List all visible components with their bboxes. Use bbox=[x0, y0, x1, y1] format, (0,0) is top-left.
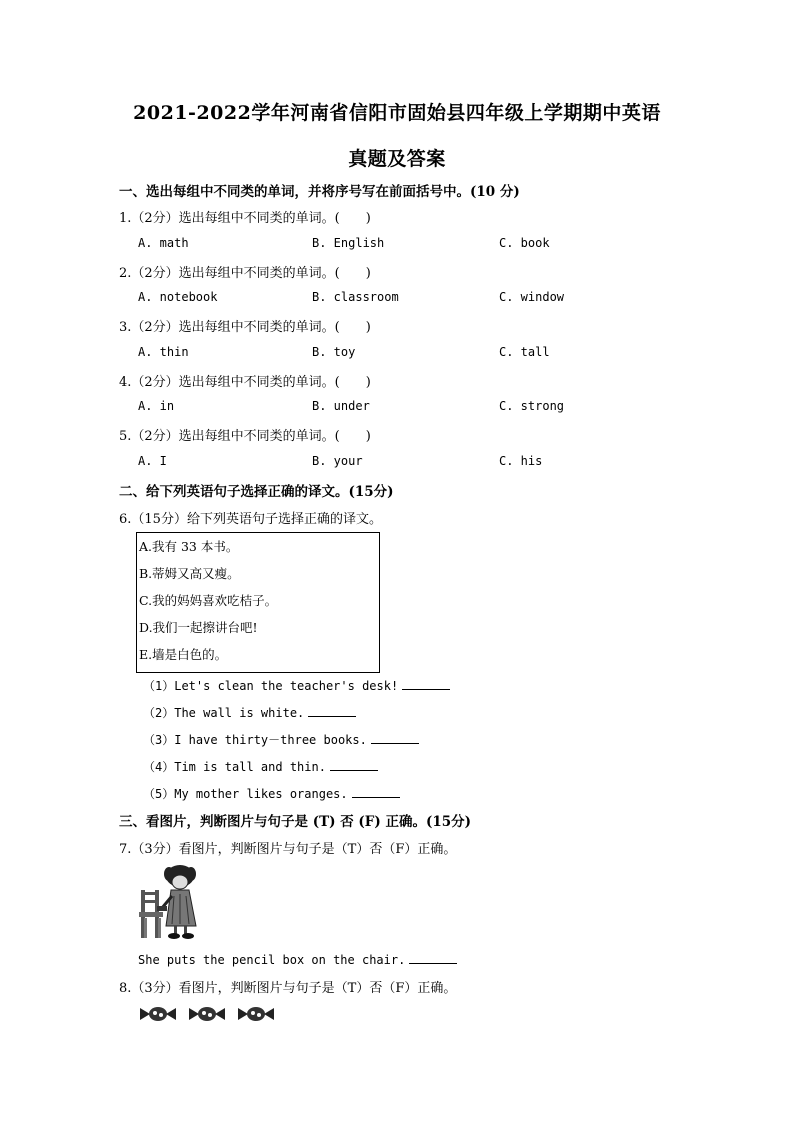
candy-icon bbox=[140, 1004, 276, 1024]
sub-item-3 bbox=[143, 731, 419, 748]
sub-item-4-text: （4）Tim is tall and thin. bbox=[143, 760, 326, 774]
q3-option-a: A. thin bbox=[138, 345, 189, 359]
q3-option-c: C. tall bbox=[499, 345, 550, 359]
q4-option-c: C. strong bbox=[499, 399, 565, 413]
box-item-e: E.墙是白色的。 bbox=[139, 647, 228, 662]
answer-blank[interactable] bbox=[371, 732, 419, 744]
q5-option-c: C. his bbox=[499, 454, 543, 468]
q2-option-a: A. notebook bbox=[138, 290, 218, 304]
sub-item-1 bbox=[143, 677, 450, 694]
q5-option-a: A. I bbox=[138, 454, 167, 468]
question-7: 7.（3分）看图片，判断图片与句子是（T）否（F）正确。 bbox=[119, 842, 457, 857]
sub-item-1-text: （1）Let's clean the teacher's desk! bbox=[143, 679, 399, 693]
question-5: 5.（2分）选出每组中不同类的单词。( ) bbox=[119, 429, 371, 444]
question-6: 6.（15分）给下列英语句子选择正确的译文。 bbox=[119, 512, 382, 527]
sub-item-3-text: （3）I have thirty－three books. bbox=[143, 733, 367, 747]
answer-blank[interactable] bbox=[308, 705, 356, 717]
q2-option-b: B. classroom bbox=[312, 290, 399, 304]
sub-item-4 bbox=[143, 758, 378, 775]
q1-option-c: C. book bbox=[499, 236, 550, 250]
question-1: 1.（2分）选出每组中不同类的单词。( ) bbox=[119, 211, 371, 226]
q5-option-b: B. your bbox=[312, 454, 363, 468]
sub-item-5-text: （5）My mother likes oranges. bbox=[143, 787, 348, 801]
answer-blank[interactable] bbox=[330, 759, 378, 771]
box-item-d: D.我们一起擦讲台吧! bbox=[139, 620, 258, 635]
answer-blank[interactable] bbox=[409, 952, 457, 964]
box-item-b: B.蒂姆又高又瘦。 bbox=[139, 566, 240, 581]
q7-sentence bbox=[138, 952, 457, 967]
page-title-line-2: 真题及答案 bbox=[348, 148, 446, 170]
answer-blank[interactable] bbox=[352, 786, 400, 798]
question-2: 2.（2分）选出每组中不同类的单词。( ) bbox=[119, 266, 371, 281]
page-title-line-1: 2021-2022学年河南省信阳市固始县四年级上学期期中英语 bbox=[133, 102, 661, 124]
q1-option-b: B. English bbox=[312, 236, 385, 250]
section-1-heading: 一、选出每组中不同类的单词，并将序号写在前面括号中。(10 分) bbox=[119, 184, 520, 200]
answer-blank[interactable] bbox=[402, 678, 450, 690]
q1-option-a: A. math bbox=[138, 236, 189, 250]
q2-option-c: C. window bbox=[499, 290, 565, 304]
q4-option-b: B. under bbox=[312, 399, 370, 413]
sub-item-5 bbox=[143, 785, 400, 802]
sub-item-2-text: （2）The wall is white. bbox=[143, 706, 305, 720]
box-item-c: C.我的妈妈喜欢吃桔子。 bbox=[139, 593, 278, 608]
q4-option-a: A. in bbox=[138, 399, 175, 413]
question-8: 8.（3分）看图片，判断图片与句子是（T）否（F）正确。 bbox=[119, 981, 457, 996]
box-item-a: A.我有 33 本书。 bbox=[139, 539, 239, 554]
question-3: 3.（2分）选出每组中不同类的单词。( ) bbox=[119, 320, 371, 335]
question-4: 4.（2分）选出每组中不同类的单词。( ) bbox=[119, 375, 371, 390]
section-2-heading: 二、给下列英语句子选择正确的译文。(15分) bbox=[119, 484, 394, 500]
section-3-heading: 三、看图片，判断图片与句子是 (T) 否 (F) 正确。(15分) bbox=[119, 814, 472, 830]
girl-chair-icon bbox=[138, 862, 204, 940]
q3-option-b: B. toy bbox=[312, 345, 356, 359]
sub-item-2 bbox=[143, 704, 356, 721]
q7-sentence-text: She puts the pencil box on the chair. bbox=[138, 953, 406, 967]
